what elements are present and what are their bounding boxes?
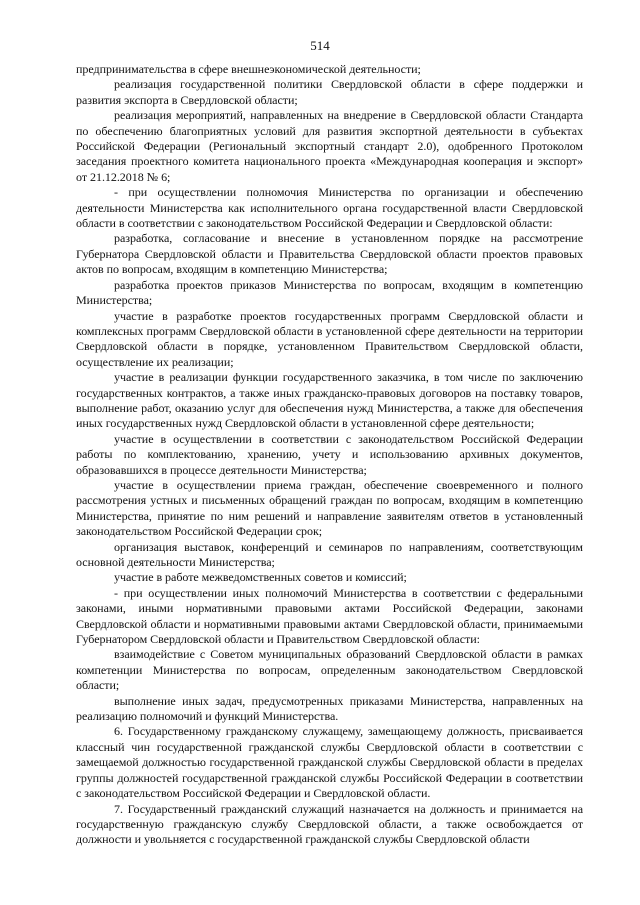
paragraph: реализация мероприятий, направленных на внедрение в Свердловской области Стандарта по обеспечению благоприятных условий для развития экспортной деятельности в субъектах Российской Федерации (Региональный экспортный стандарт 2.0), одобренного Протоколом заседания проектного комитета национального проекта «Международная кооперация и экспорт» от 21.12.2018 № 6; xyxy=(76,108,583,184)
paragraph: выполнение иных задач, предусмотренных приказами Министерства, направленных на реализацию полномочий и функций Министерства. xyxy=(76,693,583,724)
paragraph: - при осуществлении иных полномочий Министерства в соответствии с федеральными законами, иными нормативными правовыми актами Российской Федерации, законами Свердловской области и нормативными правовыми актами Свердловской области, принимаемыми Губернатором Свердловской области и Правительством Свердловской области: xyxy=(76,585,583,647)
paragraph: - при осуществлении полномочия Министерства по организации и обеспечению деятельности Министерства как исполнительного органа государственной власти Свердловской области в соответствии с законодательством Российской Федерации и Свердловской области: xyxy=(76,185,583,231)
paragraph: участие в осуществлении приема граждан, обеспечение своевременного и полного рассмотрения устных и письменных обращений граждан по вопросам, входящим в компетенцию Министерства, принятие по ним решений и направление заявителям ответов в установленный законодательством Российской Федерации срок; xyxy=(76,477,583,539)
document-body xyxy=(76,62,583,848)
paragraph: участие в разработке проектов государственных программ Свердловской области и комплексных программ Свердловской области в установленной сфере деятельности на территории Свердловской области в порядке, установленном Правительством Свердловской области, осуществление их реализации; xyxy=(76,308,583,369)
paragraph: участие в работе межведомственных советов и комиссий; xyxy=(114,570,407,585)
paragraph: разработка, согласование и внесение в установленном порядке на рассмотрение Губернатора Свердловской области и Правительства Свердловской области проектов правовых актов по вопросам, входящим в компетенцию Министерства; xyxy=(76,231,583,277)
paragraph: организация выставок, конференций и семинаров по направлениям, соответствующим основной деятельности Министерства; xyxy=(76,539,583,569)
paragraph: 7. Государственный гражданский служащий назначается на должность и принимается на государственную гражданскую службу Свердловской области, а также освобождается от должности и увольняется с государственной гражданской службы Свердловской области xyxy=(76,801,583,847)
paragraph: участие в осуществлении в соответствии с законодательством Российской Федерации работы по комплектованию, хранению, учету и использованию архивных документов, образовавшихся в процессе деятельности Министерства; xyxy=(76,431,583,477)
paragraph: предпринимательства в сфере внешнеэкономической деятельности; xyxy=(76,62,421,76)
paragraph: реализация государственной политики Свердловской области в сфере поддержки и развития экспорта в Свердловской области; xyxy=(76,77,583,107)
paragraph: разработка проектов приказов Министерства по вопросам, входящим в компетенцию Министерства; xyxy=(76,277,583,308)
page-number: 514 xyxy=(310,38,330,53)
paragraph: участие в реализации функции государственного заказчика, в том числе по заключению государственных контрактов, а также иных гражданско-правовых договоров на поставку товаров, выполнение работ, оказанию услуг для обеспечения нужд Министерства, а также для обеспечения иных государственных нужд Свердловской области в установленной сфере деятельности; xyxy=(76,370,583,431)
paragraph: 6. Государственному гражданскому служащему, замещающему должность, присваивается классный чин государственной гражданской службы Свердловской области в соответствии с замещаемой должностью государственной гражданской службы Свердловской области в пределах группы должностей государственной гражданской службы Российской Федерации в соответствии с законодательством Российской Федерации и Свердловской области. xyxy=(76,724,583,801)
paragraph: взаимодействие с Советом муниципальных образований Свердловской области в рамках компетенции Министерства по вопросам, определенным законодательством Свердловской области; xyxy=(76,647,583,693)
